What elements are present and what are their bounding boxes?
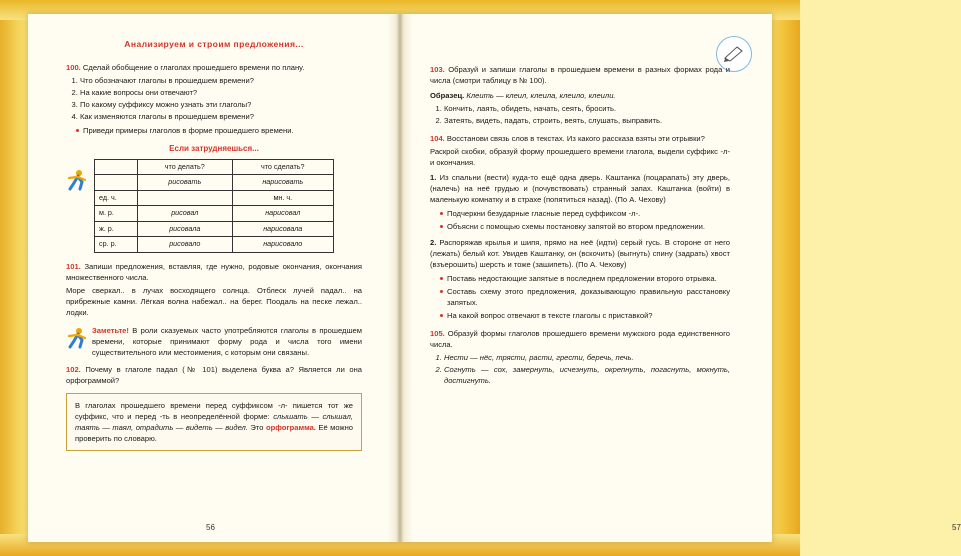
running-boy-icon [66,325,92,353]
table-cell: мн. ч. [232,190,333,205]
exercise-101-body: Море сверкал.. в лучах восходящего солнца. Отблеск лучей падал.. на прибрежные камни. Лёгкая волна набежал.. на берег. Поодаль на песке лежал.. лодки. [66,285,362,317]
table-cell: рисовал [138,206,233,221]
exercise-104-lead-2: Раскрой скобки, образуй форму прошедшего времени глагола, выдели суффикс -л- и окончания. [430,147,730,167]
note-box [66,325,362,358]
row-header: ж. р. [95,221,138,236]
table-cell [95,175,138,190]
exercise-100-lead: Сделай обобщение о глаголах прошедшего времени по плану. [82,63,305,73]
exercise-105-lead: Образуй формы глаголов прошедшего времени мужского рода единственного числа. [430,329,730,349]
help-box-title: Если затрудняешься... [169,144,259,154]
table-cell: нарисовала [232,221,333,236]
rule-examples: слышать — слышал, таять — таял, отрадить — видеть — видел. [75,411,353,432]
exercise-104-number: 104. [430,134,445,143]
table-corner [95,160,138,175]
exercise-104 [430,133,730,321]
row-header: ср. р. [95,237,138,252]
exercise-105 [430,328,730,386]
table-row [95,237,334,252]
list-item: Поставь недостающие запятые в последнем предложении второго отрывка. [440,273,730,284]
exercise-101-number: 101. [66,261,81,271]
exercise-103-lead: Образуй и запиши глаголы в прошедшем времени в разных формах рода и числа (смотри таблицу в № 100). [430,65,730,85]
page-number-left: 56 [206,523,215,532]
table-row [95,206,334,221]
exercise-103-number: 103. [430,65,445,74]
paragraph-1-text: Из спальни (вести) куда-то ещё одна дверь. Каштанка (поцарапать) эту дверь, (налечь) на неё грудью и (почувствовать) странный запах. Каштанка (войти) в маленькую комнатку и в страхе (попятиться назад). (По А. Чехову) [430,173,730,204]
table-cell: рисовала [138,221,233,236]
list-item: 4. Как изменяются глаголы в прошедшем времени? [80,111,362,122]
list-item: На какой вопрос отвечают в тексте глаголы с приставкой? [440,310,730,321]
exercise-100 [66,62,362,136]
sample-text: Клеить — клеил, клеила, клеило, клеили. [466,91,616,100]
table-row [95,221,334,236]
rule-text-2: Это [250,422,264,432]
column-header: что делать? [138,160,233,175]
paragraph-1-number: 1. [430,173,437,182]
exercise-100-list [66,75,362,122]
exercise-100-number: 100. [66,63,81,73]
exercise-104-bullets-2 [430,273,730,321]
table-cell: рисовать [138,175,233,190]
list-item: 3. По какому суффиксу можно узнать эти глаголы? [80,99,362,110]
column-header: что сделать? [232,160,333,175]
running-boy-icon [66,159,92,195]
list-item: 2. Согнуть — сох, замернуть, исчезнуть, окрепнуть, погаснуть, мокнуть, достигнуть. [444,364,730,386]
exercise-102-number: 102. [66,364,81,374]
help-box [66,143,362,252]
rule-text-1: В глаголах прошедшего времени перед суффиксом -л- пишется тот же суффикс, что и перед -ть в неопределённой форме: [75,400,353,421]
verb-forms-table [94,159,334,253]
sample-label: Образец. [430,91,465,100]
exercise-100-bullets [66,125,362,136]
rule-orfogramma-word: орфограмма. [265,422,316,432]
row-header: м. р. [95,206,138,221]
list-item: Составь схему этого предложения, доказывающую правильную расстановку запятых. [440,286,730,308]
exercise-104-bullets-1 [430,208,730,232]
table-cell: нарисовать [232,175,333,190]
note-text: В роли сказуемых часто употребляются глаголы в прошедшем времени, которые принимают форму рода и числа того имени существительного или местоимения, с которым они связаны. [92,325,362,357]
list-item: 2. На какие вопросы они отвечают? [80,87,362,98]
note-label: Заметьте! [92,325,129,335]
table-cell: рисовало [138,237,233,252]
exercise-104-lead: Восстанови связь слов в текстах. Из какого рассказа взяты эти отрывки? [446,134,705,143]
open-book [28,14,961,542]
list-item: Подчеркни безударные гласные перед суффиксом -л-. [440,208,730,219]
exercise-102 [66,364,362,386]
exercise-103-list [430,103,730,126]
right-page [400,14,961,542]
exercise-101-lead: Запиши предложения, вставляя, где нужно, родовые окончания, окончания множественного числа. [66,261,362,282]
rule-frame [66,393,362,451]
exercise-101 [66,261,362,318]
list-item: Приведи примеры глаголов в форме прошедшего времени. [76,125,362,136]
list-item: 1. Кончить, лаять, обидеть, начать, сеять, бросить. [444,103,730,114]
exercise-105-list [430,352,730,386]
exercise-105-number: 105. [430,329,445,338]
table-cell: нарисовал [232,206,333,221]
table-cell: ед. ч. [95,190,138,205]
rule-text-3: Её можно проверить по словарю. [75,422,353,443]
page-number-right: 57 [952,523,961,532]
list-item: Объясни с помощью схемы постановку запятой во втором предложении. [440,221,730,232]
list-item: 2. Затеять, видеть, падать, строить, веять, слушать, выправить. [444,115,730,126]
chapter-title: Анализируем и строим предложения... [124,39,304,49]
exercise-103 [430,64,730,126]
book-spine [387,14,413,542]
paragraph-2-text: Распоряжав крылья и шипя, прямо на неё (идти) серый гусь. В стороне от него (лежать) белый кот. Увидев Каштанку, он (вскочить) (выгнуть) спину (задрать) хвост (взъерошить) шерсть и тоже (зашипеть). (По А. Чехову) [430,238,730,269]
left-page-content [66,38,362,516]
table-cell: нарисовало [232,237,333,252]
exercise-102-lead: Почему в глаголе падал (№ 101) выделена буква а? Является ли она орфограммой? [66,364,362,385]
paragraph-2-number: 2. [430,238,437,247]
left-page [28,14,400,542]
table-cell [138,190,233,205]
right-page-content [430,38,730,516]
list-item: 1. Нести — нёс, трясти, расти, грести, беречь, печь. [444,352,730,363]
list-item: 1. Что обозначают глаголы в прошедшем времени? [80,75,362,86]
